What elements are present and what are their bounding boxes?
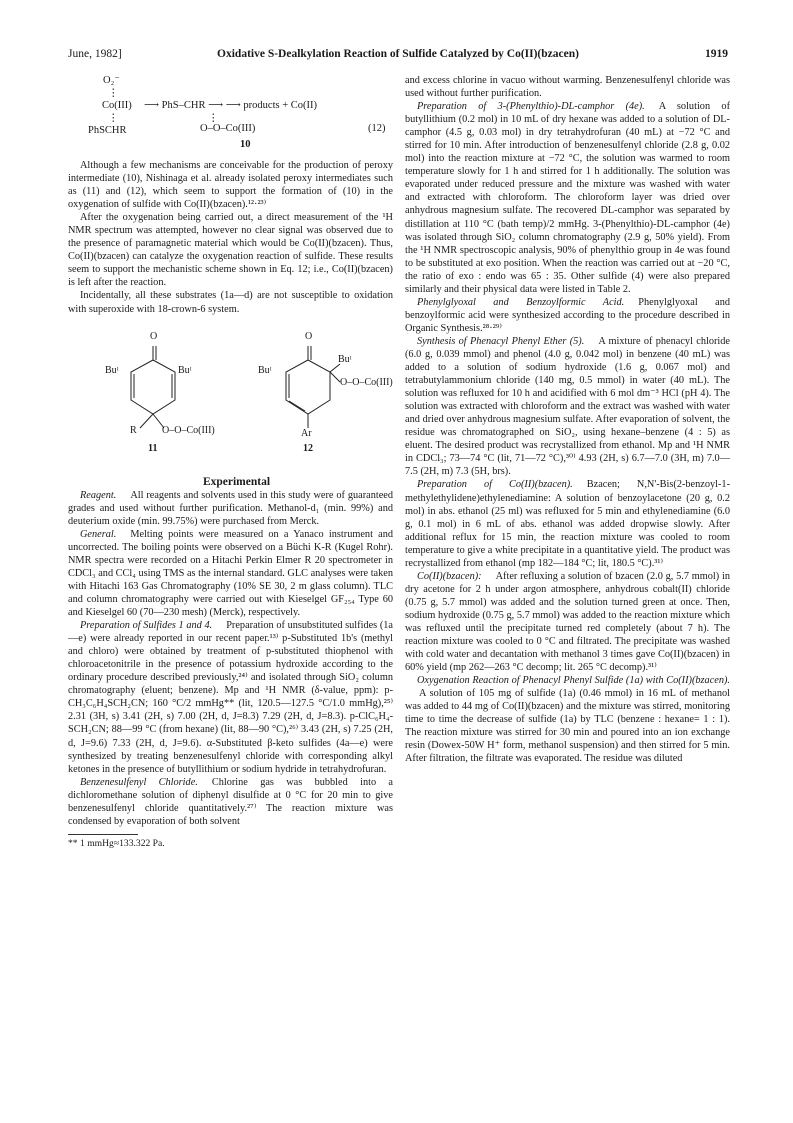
paragraph-oxygenation <box>405 674 730 765</box>
section-title-experimental: Experimental <box>202 475 271 488</box>
scheme-dots: ⋮ <box>108 88 119 99</box>
scheme-co3: Co(III) <box>102 100 132 111</box>
paragraph: Incidentally, all these substrates (1a—d) are not susceptible to oxidation with superoxide with 18-crown-6 system. <box>68 290 393 315</box>
atom-label: Buᵗ <box>178 364 192 376</box>
paragraph-ether <box>405 335 730 479</box>
scheme-o2: O₂⁻ <box>103 75 120 86</box>
run-in-heading: Preparation of Co(II)(bzacen). <box>417 479 573 491</box>
scheme-ooco: O–O–Co(III) <box>200 123 256 134</box>
scheme-dots: ⋮ <box>108 113 119 124</box>
atom-label: O <box>305 330 313 342</box>
scheme-dots: ⋮ <box>208 113 219 124</box>
paragraph-body: Bzacen; N,N'-Bis(2-benzoyl-1-methylethylidene)ethylenediamine: A solution of benzoylacetone (20 g, 0.2 mol) in abs. ethanol (25 ml) was refluxed for 5 min and ethylenediamine (6.0 g, 0.1 mol) in 6 mL of abs. ethanol was added dropwise slowly. After additional reflux for 15 min, the reaction mixture was cooled to room temperature to give a white precipitate in a quantitative yield. The product was recrystallized from ethanol (mp 182—184 °C; lit, 180.5 °C).³¹⁾ <box>405 479 730 569</box>
paragraph-body: Preparation of unsubstituted sulfides (1a—e) were already reported in our recent paper.¹³⁾ p-Substituted 1b's (methyl and chloro) were obtained by treatment of p-substituted thiophenol with chloroacetonitrile in the presence of potassium hydroxide according to the ordinary procedure described previously,²⁴⁾ and isolated through SiO₂ column chromatography (eluent; benzene). Mp and ¹H NMR (δ-value, ppm): p-CH₃C₆H₄SCH₂CN; 160 °C/2 mmHg** (lit, 120.5—127.5 °C/1.0 mmHg),²⁵⁾ 2.31 (3H, s) 3.41 (2H, s) 7.00 (2H, d, J=8.3) 7.29 (2H, d, J=8.3). p-ClC₆H₄-SCH₂CN; 88—99 °C (from hexane) (lit, 88—90 °C),²⁶⁾ 3.43 (2H, s) 7.25 (2H, d, J=9.6) 7.33 (2H, d, J=9.6). α-Substituted β-keto sulfides (4a—e) were synthesized by treating benzenesulfenyl chloride with corresponding alkyl ketones in the presence of butyllithium or sodium hydride in tetrahydrofuran. <box>68 620 393 775</box>
paragraph-continued: and excess chlorine in vacuo without warming. Benzenesulfenyl chloride was used without further purification. <box>405 75 730 100</box>
header-date: June, 1982] <box>68 48 122 60</box>
footnote-rule <box>68 834 138 835</box>
header-page-number: 1919 <box>705 48 728 60</box>
footnote: ** 1 mmHg≈133.322 Pa. <box>68 837 165 849</box>
paragraph-body: Chlorine gas was bubbled into a dichloromethane solution of diphenyl disulfide at 0 °C for 20 min to give benzenesulfenyl chloride quantitatively.²⁷⁾ The reaction mixture was condensed by evaporation of both solvent <box>68 776 393 827</box>
run-in-heading: Phenylglyoxal and Benzoylformic Acid. <box>417 296 625 308</box>
paragraph-co2 <box>405 570 730 674</box>
paragraph-body: After refluxing a solution of bzacen (2.0 g, 5.7 mmol) in dry acetone for 2 h under argon atmosphere, anhydrous cobalt(II) chloride (0.75 g, 5.7 mmol) was added and the solution turned green at once. Then, sodium hydroxide (0.75 g, 5.7 mmol) was added to the reaction mixture which was refluxed until the precipitate turned red completely (about 7 h). The reaction mixture was cooled to 0 °C and filtrated. The precipitate was washed with cold water and decantation with methanol 3 times gave Co(II)(bzacen) in 60% yield (mp 262—263 °C decomp; lit. 265 °C decomp).³¹⁾ <box>405 570 730 674</box>
atom-label: O–O–Co(III) <box>162 424 215 436</box>
reaction-scheme <box>68 74 393 169</box>
atom-label: Ar <box>301 427 312 439</box>
run-in-heading: Preparation of Sulfides 1 and 4. <box>80 620 213 632</box>
paragraph-reagent <box>68 489 393 528</box>
paragraph-general <box>68 528 393 619</box>
compound-number: 10 <box>240 139 251 150</box>
run-in-heading: Benzenesulfenyl Chloride. <box>80 776 198 788</box>
paragraph-body: Melting points were measured on a Yanaco instrument and uncorrected. The boiling points were observed on a Büchi K-R (Kugel Rohr). NMR spectra were recorded on a Hitachi Perkin Elmer R 20 spectrometer in CDCl₃ and CCl₄ using TMS as the internal standard. GLC analyses were taken with Hitachi 163 Gas Chromatography (10% SE 30, 2 m glass column). TLC and column chromatography were carried out with Kieselgel GF₂₅₄ Type 60 and Kieselgel 60 (70—230 mesh) (Merck), respectively. <box>68 528 393 619</box>
structures-11-12 <box>68 320 393 476</box>
paragraph-prep-sulfides <box>68 619 393 776</box>
compound-number-11: 11 <box>148 442 158 454</box>
paragraph-camphor <box>405 100 730 296</box>
run-in-heading: Reagent. <box>80 489 117 501</box>
paragraph-body: A solution of 105 mg of sulfide (1a) (0.46 mmol) in 16 mL of methanol was added to 44 mg of Co(II)(bzacen) and the mixture was stirred, monitoring time to time the decrease of sulfide (1a) by TLC (benzene : hexane= 1 : 1). The reaction mixture was stirred for 30 min and poured into an ion exchange resin (Dowex-50W H⁺ form, methanol suspension) and then stirred for 5 min. After filtration, the filtrate was evaporated. The residue was diluted <box>405 688 730 765</box>
atom-label: O <box>150 330 158 342</box>
structure-drawing <box>68 320 393 476</box>
right-column <box>405 74 730 765</box>
run-in-heading: Co(II)(bzacen): <box>417 570 482 582</box>
atom-label: Buᵗ <box>105 364 119 376</box>
equation-number: (12) <box>368 123 386 134</box>
paragraph-glyoxal <box>405 296 730 335</box>
run-in-heading: General. <box>80 528 117 540</box>
paragraph-body: Phenylglyoxal and benzoylformic acid were synthesized according to the procedure described in Organic Synthesis.²⁸·²⁹⁾ <box>405 296 730 334</box>
left-column <box>68 74 393 850</box>
run-in-heading: Preparation of 3-(Phenylthio)-DL-camphor (4e). <box>417 101 645 113</box>
paragraph-co-prep <box>405 478 730 569</box>
compound-number-12: 12 <box>303 442 313 454</box>
scheme-phschr: PhSCHR <box>88 125 127 136</box>
paragraph: After the oxygenation being carried out, a direct measurement of the ¹H NMR spectrum was attempted, however no clear signal was observed due to the presence of paramagnetic material which would be Co(II)(bzacen). Thus, Co(II)(bzacen) can catalyze the oxygenation reaction of sulfide. These results seem to support the mechanistic scheme shown in Eq. 12; i.e., Co(II)(bzacen) is left after the reaction. <box>68 212 393 289</box>
running-header <box>68 48 728 66</box>
paragraph-body: All reagents and solvents used in this study were of guaranteed grades and used without further purification. Methanol-d₁ (min. 99%) and deuterium oxide (min. 99.75%) were purchased from Merck. <box>68 489 393 527</box>
paragraph-body: A mixture of phenacyl chloride (6.0 g, 0.039 mmol) and phenol (4.0 g, 0.042 mol) in benzene (40 mL) was added to a solution of sodium hydroxide (1.6 g, 0.067 mol) and tetrabutylammonium chloride (140 mg, 0.5 mmol) in water (40 mL). The solution was refluxed for 10 h and acidified with 6 mol dm⁻³ HCl (pH 4). The solution was extracted with chloroform and the extract was washed with water and dried over anhydrous magnesium sulfate. After evaporation of solvent, the residue was chromatographed on SiO₂, using hexane–benzene (4 : 5) as eluent. The desired product was recrystallized from ethanol. Mp and ¹H NMR in CDCl₃; 73—74 °C (lit, 71—72 °C),³⁰⁾ 4.93 (2H, s) 6.7—7.0 (3H, m) 7.0—7.5 (2H, m) 7.3 (5H, brs). <box>405 335 730 478</box>
atom-label: Buᵗ <box>258 364 272 376</box>
paragraph-body: A solution of butyllithium (0.2 mol) in 10 mL of dry hexane was added to a solution of DL-camphor (4.5 g, 0.03 mol) in dry tetrahydrofuran (40 mL) at −72 °C and stirred for 10 min. After introduction of benzenesulfenyl chloride (2.8 g, 0.02 mol) into the reaction mixture at −72 °C, the solution was warmed to room temperature slowly for 1 h and stirred for 1 h additionally. The solution was evaporated under reduced pressure and the mixture was washed with water and extracted with chloroform. The chloroform layer was dried over anhydrous magnesium sulfate. The recovered DL-camphor was separated by distillation at 110 °C (bath temp)/2 mmHg. 3-(Phenylthio)-DL-camphor (4e) was isolated through SiO₂ column chromatography (2.9 g, 50% yield). From the ¹H NMR spectroscopic analysis, 90% of phenylthio group in 4e was found to be substituted at exo position. When the reaction was carried out at −20 °C, the ratio of exo : endo was 65 : 35. Other sulfide (4) were also prepared similarly and their physical data were listed in Table 2. <box>405 101 730 295</box>
paragraph-benzenesulfenyl <box>68 776 393 828</box>
atom-label: Buᵗ <box>338 353 352 365</box>
scheme-arrow: ⟶ PhS–CHR ⟶ ⟶ products + Co(II) <box>144 100 317 111</box>
atom-label: O–O–Co(III) <box>340 376 393 388</box>
header-title: Oxidative S-Dealkylation Reaction of Sulfide Catalyzed by Co(II)(bzacen) <box>217 48 579 60</box>
atom-label: R <box>130 424 137 436</box>
run-in-heading: Synthesis of Phenacyl Phenyl Ether (5). <box>417 335 585 347</box>
run-in-heading: Oxygenation Reaction of Phenacyl Phenyl Sulfide (1a) with Co(II)(bzacen). <box>417 675 730 687</box>
paragraph: Although a few mechanisms are conceivable for the production of peroxy intermediate (10), Nishinaga et al. already isolated peroxy intermediates such as (11) and (12), which seem to support the formation of (10) in the oxygenation of sulfide with Co(II)(bzacen).¹²·²³⁾ <box>68 160 393 211</box>
